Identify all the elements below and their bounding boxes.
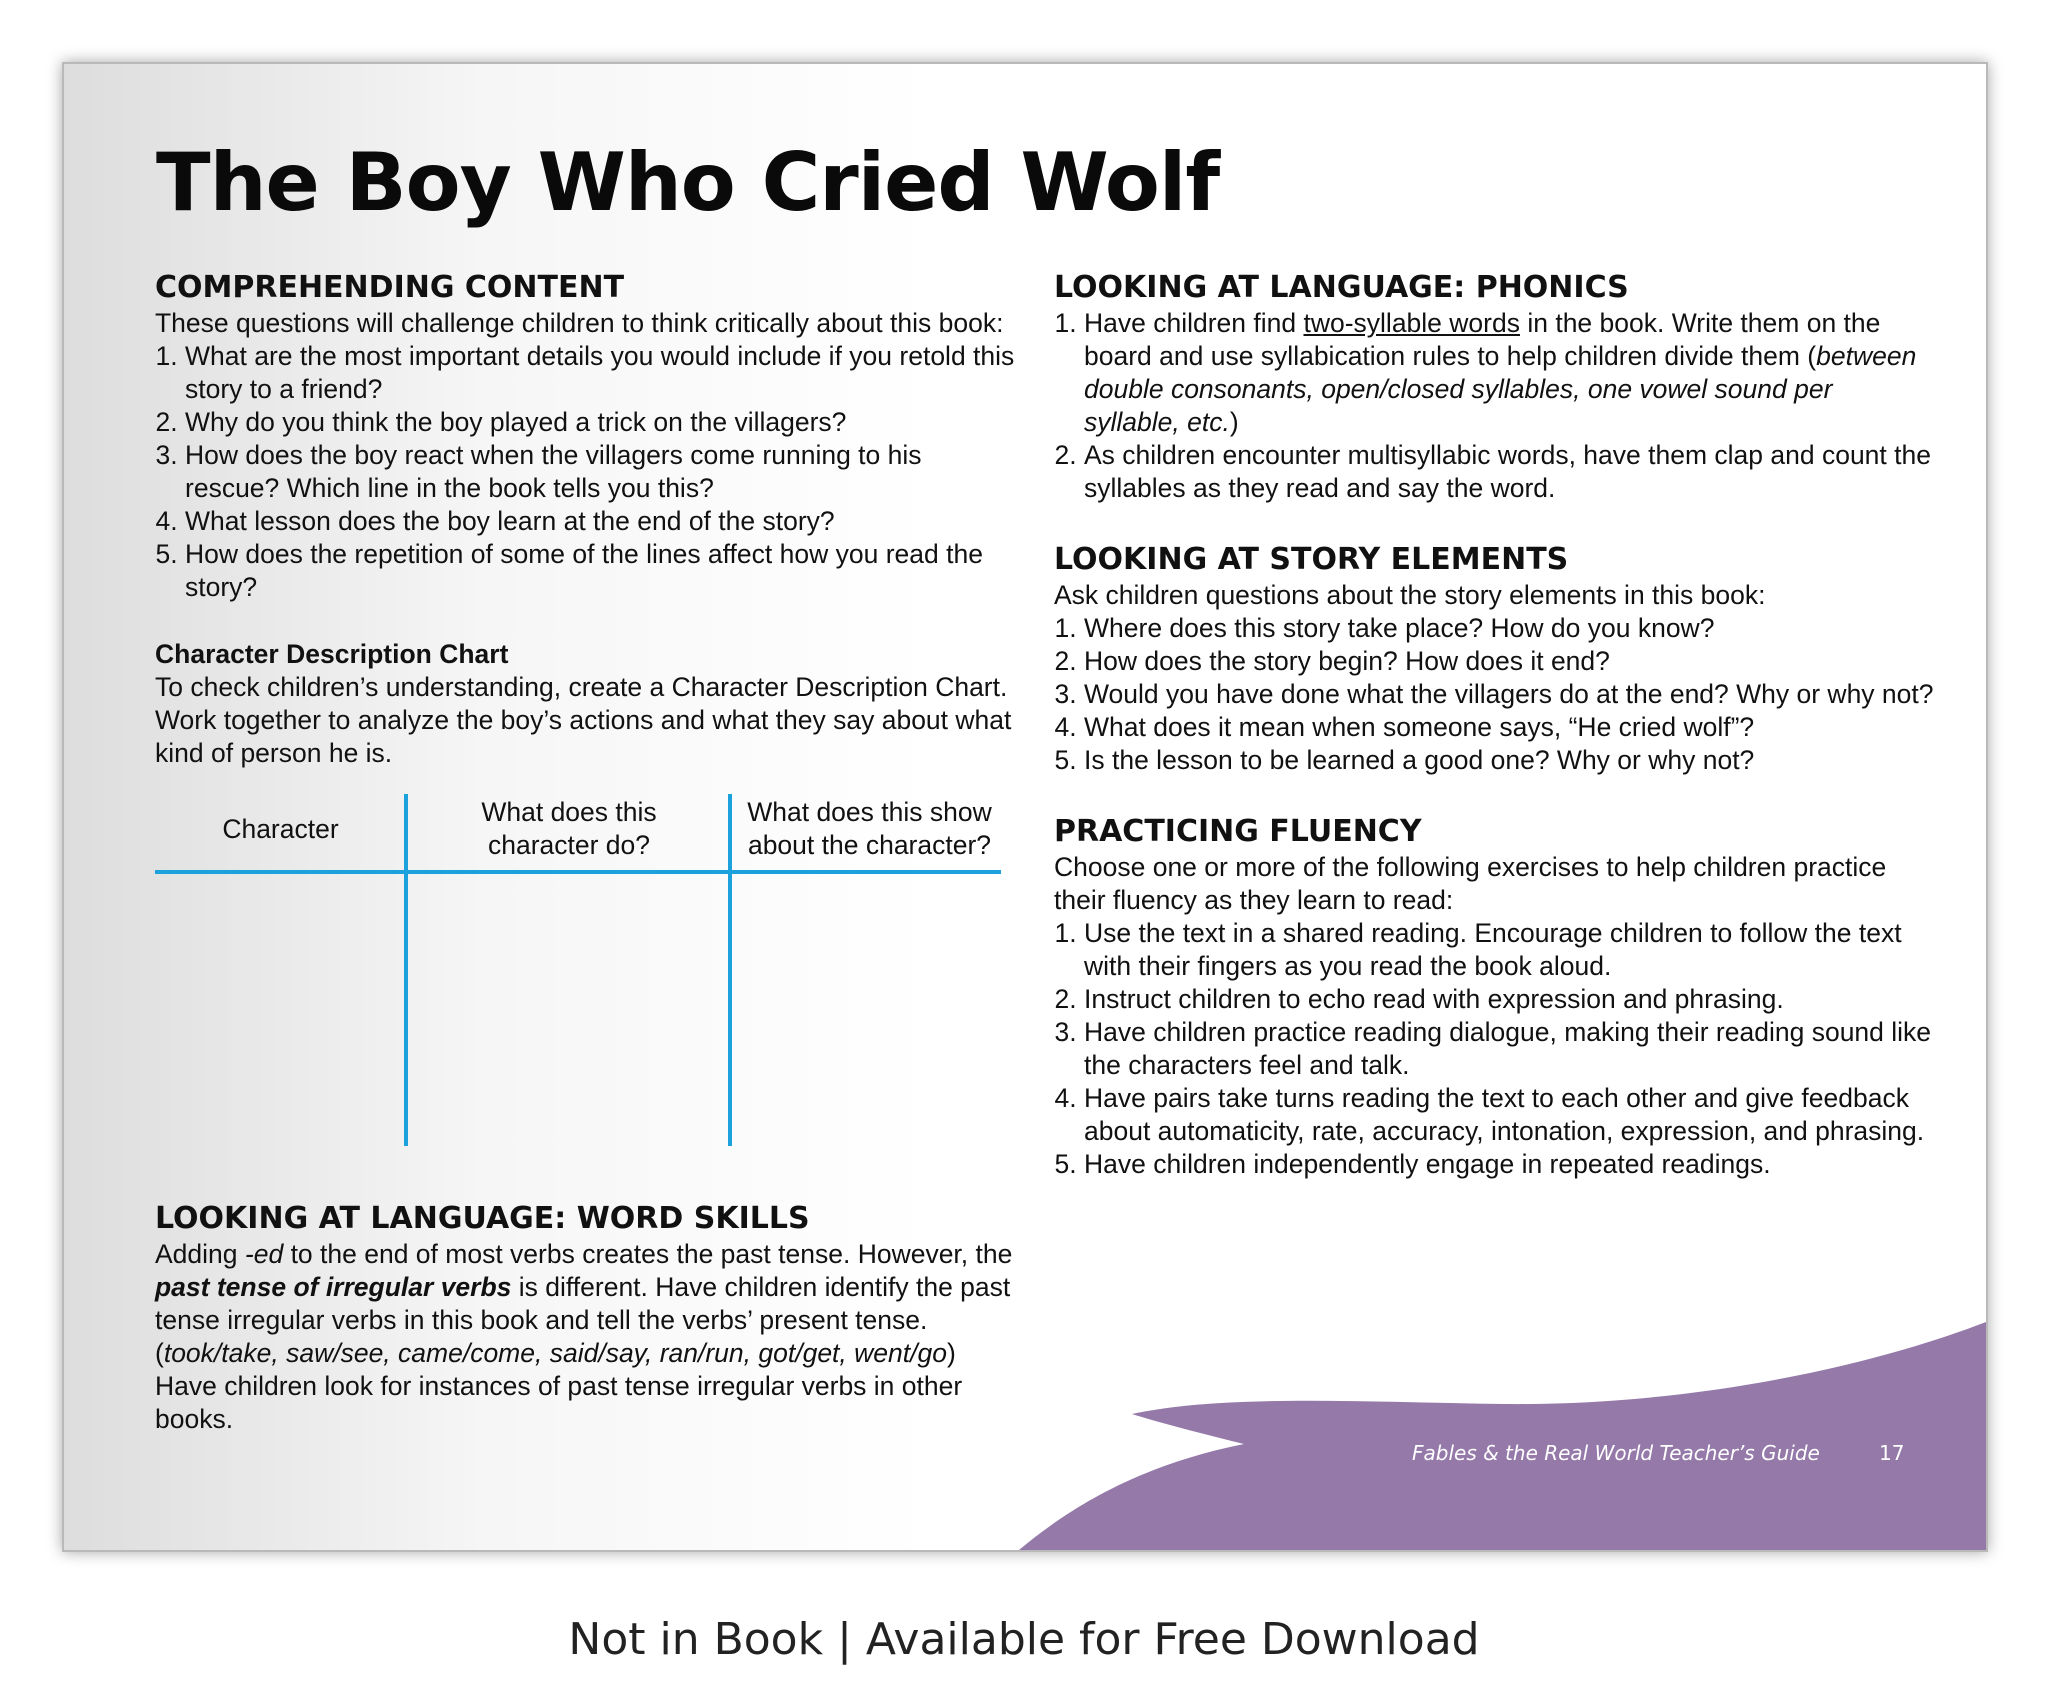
right-column — [1054, 269, 1934, 1181]
word-skills-heading: LOOKING AT LANGUAGE: WORD SKILLS — [155, 1201, 810, 1236]
story-elements-heading: LOOKING AT STORY ELEMENTS — [1054, 542, 1569, 577]
wave-shape — [1019, 1322, 1986, 1550]
list-item: 5. How does the repetition of some of the lines affect how you read the story? — [185, 538, 1015, 604]
list-item: 4. What does it mean when someone says, “He cried wolf”? — [1084, 711, 1934, 744]
list-item: 5. Have children independently engage in repeated readings. — [1084, 1148, 1934, 1181]
character-description-chart — [155, 794, 1001, 1146]
story-elements-intro: Ask children questions about the story elements in this book: — [1054, 580, 1766, 610]
word-skills-text: Adding -ed to the end of most verbs creates the past tense. However, the past tense of irregular verbs is different. Have children identify the past tense irregular verbs in this book and tell the verbs’ present tense. (took/take, saw/see, came/come, said/say, ran/run, got/get, went/go) Have children look for instances of past tense irregular verbs in other books. — [155, 1239, 1013, 1434]
character-chart-intro: To check children’s understanding, create a Character Description Chart. Work together to analyze the boy’s actions and what they say about what kind of person he is. — [155, 672, 1012, 768]
list-item: 2. As children encounter multisyllabic words, have them clap and count the syllables as they read and say the word. — [1084, 439, 1934, 505]
list-item: 1. Use the text in a shared reading. Encourage children to follow the text with their fingers as you read the book aloud. — [1084, 917, 1934, 983]
list-item: 4. Have pairs take turns reading the text to each other and give feedback about automaticity, rate, accuracy, intonation, expression, and phrasing. — [1084, 1082, 1934, 1148]
list-item: 1. What are the most important details you would include if you retold this story to a friend? — [185, 340, 1015, 406]
comprehending-heading: COMPREHENDING CONTENT — [155, 270, 625, 305]
list-item: 5. Is the lesson to be learned a good one? Why or why not? — [1084, 744, 1934, 777]
list-item: 4. What lesson does the boy learn at the end of the story? — [185, 505, 1015, 538]
list-item: 2. Why do you think the boy played a trick on the villagers? — [185, 406, 1015, 439]
phonics-heading: LOOKING AT LANGUAGE: PHONICS — [1054, 270, 1629, 305]
list-item: 2. How does the story begin? How does it end? — [1084, 645, 1934, 678]
character-chart-heading: Character Description Chart — [155, 639, 509, 669]
list-item: 1. Have children find two-syllable words in the book. Write them on the board and use syllabication rules to help children divide them (between double consonants, open/closed syllables, one vowel sound per syllable, etc.) — [1084, 307, 1934, 439]
chart-header-action: What does this character do? — [481, 797, 657, 860]
chart-header-meaning: What does this show about the character? — [747, 797, 992, 860]
comprehending-intro: These questions will challenge children to think critically about this book: — [155, 308, 1004, 338]
page-number: 17 — [1879, 1441, 1905, 1465]
fluency-heading: PRACTICING FLUENCY — [1054, 814, 1422, 849]
download-banner: Not in Book | Available for Free Download — [568, 1614, 1480, 1665]
list-item: 2. Instruct children to echo read with expression and phrasing. — [1084, 983, 1934, 1016]
story-elements-list — [1054, 612, 1934, 777]
fluency-intro: Choose one or more of the following exercises to help children practice their fluency as they learn to read: — [1054, 852, 1887, 915]
footer-guide-title: Fables & the Real World Teacher’s Guide — [1412, 1441, 1820, 1465]
fluency-list — [1054, 917, 1934, 1181]
list-item: 3. Would you have done what the villagers do at the end? Why or why not? — [1084, 678, 1934, 711]
phonics-list — [1054, 307, 1934, 505]
left-column — [155, 269, 1015, 1436]
list-item: 3. Have children practice reading dialogue, making their reading sound like the characters feel and talk. — [1084, 1016, 1934, 1082]
comprehending-list — [155, 340, 1015, 604]
worksheet-page — [62, 62, 1988, 1552]
list-item: 3. How does the boy react when the villagers come running to his rescue? Which line in the book tells you this? — [185, 439, 1015, 505]
chart-header-character: Character — [222, 814, 339, 844]
page-title: The Boy Who Cried Wolf — [156, 136, 1220, 229]
list-item: 1. Where does this story take place? How do you know? — [1084, 612, 1934, 645]
